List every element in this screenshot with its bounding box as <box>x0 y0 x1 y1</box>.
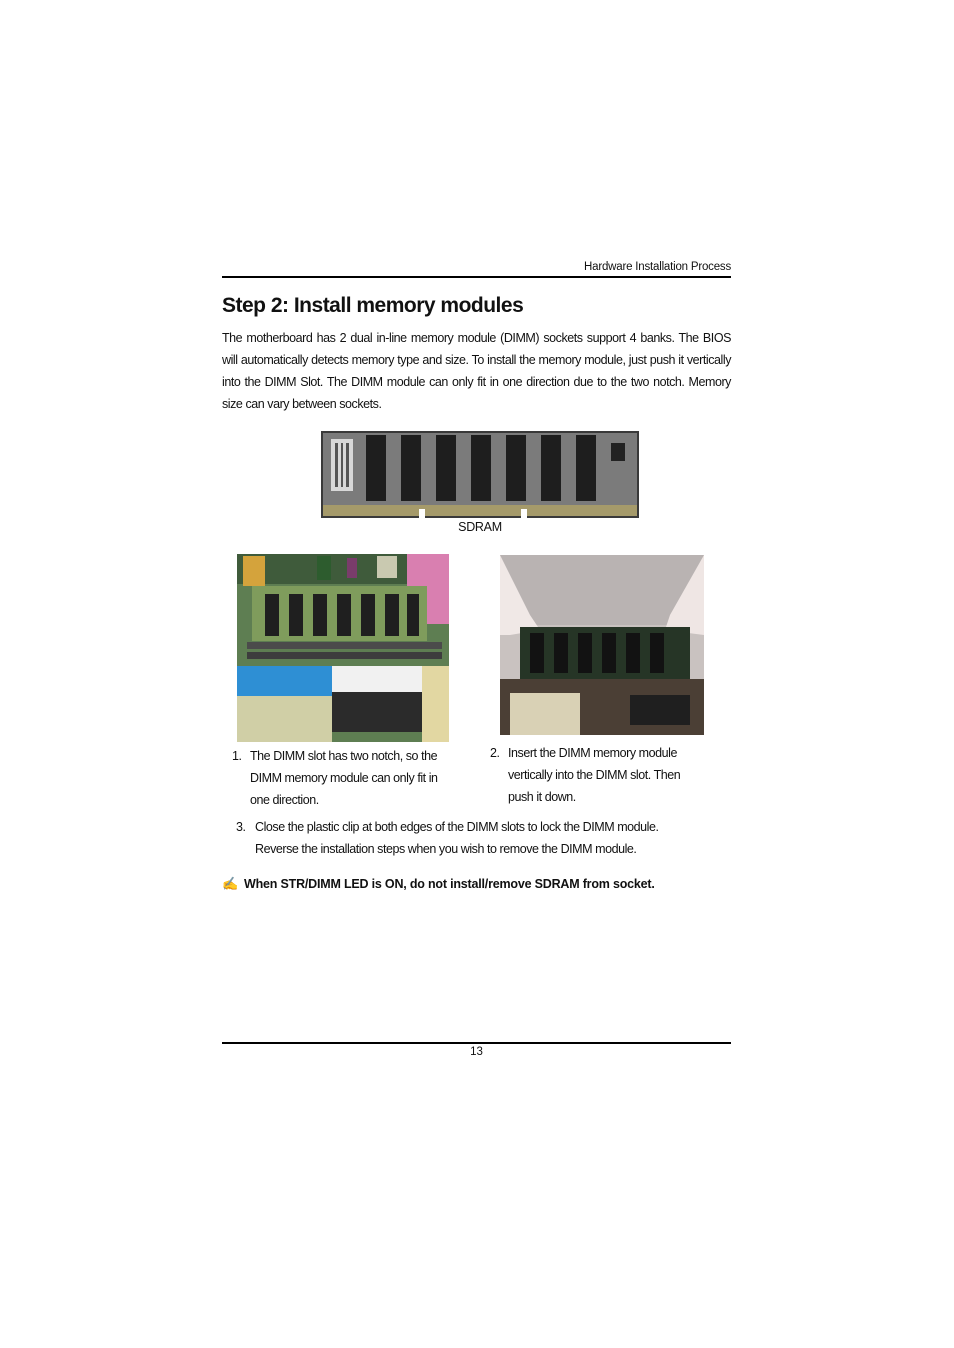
step-item-3 <box>236 816 676 860</box>
step-item-2 <box>490 742 690 808</box>
insert-module-photo <box>500 555 704 735</box>
intro-paragraph: The motherboard has 2 dual in-line memory module (DIMM) sockets support 4 banks. The BIOS will automatically detects memory type and size. To install the memory module, just push it vertically into the DIMM Slot. The DIMM module can only fit in one direction due to the two notch. Memory size can vary between sockets. <box>222 331 731 411</box>
step-item-1 <box>232 745 447 811</box>
step-text: The DIMM slot has two notch, so the DIMM memory module can only fit in one direction. <box>250 749 438 807</box>
sdram-module-image <box>321 431 639 518</box>
warning-note <box>222 876 742 892</box>
note-text: When STR/DIMM LED is ON, do not install/remove SDRAM from socket. <box>244 877 655 891</box>
page-number: 13 <box>470 1046 483 1058</box>
step-number: 3. <box>236 820 246 834</box>
writing-hand-icon: ✍ <box>222 876 238 891</box>
step-text: Insert the DIMM memory module vertically into the DIMM slot. Then push it down. <box>508 746 681 804</box>
footer-rule <box>222 1042 731 1044</box>
step-text: Close the plastic clip at both edges of the DIMM slots to lock the DIMM module. Reverse the installation steps when you wish to remove the DIMM module. <box>255 820 659 856</box>
page-title: Step 2: Install memory modules <box>222 294 524 317</box>
sdram-caption: SDRAM <box>458 520 502 534</box>
step-number: 1. <box>232 749 242 763</box>
dimm-slot-photo <box>237 554 449 742</box>
header-rule <box>222 276 731 278</box>
running-header: Hardware Installation Process <box>584 261 731 273</box>
step-number: 2. <box>490 746 500 760</box>
